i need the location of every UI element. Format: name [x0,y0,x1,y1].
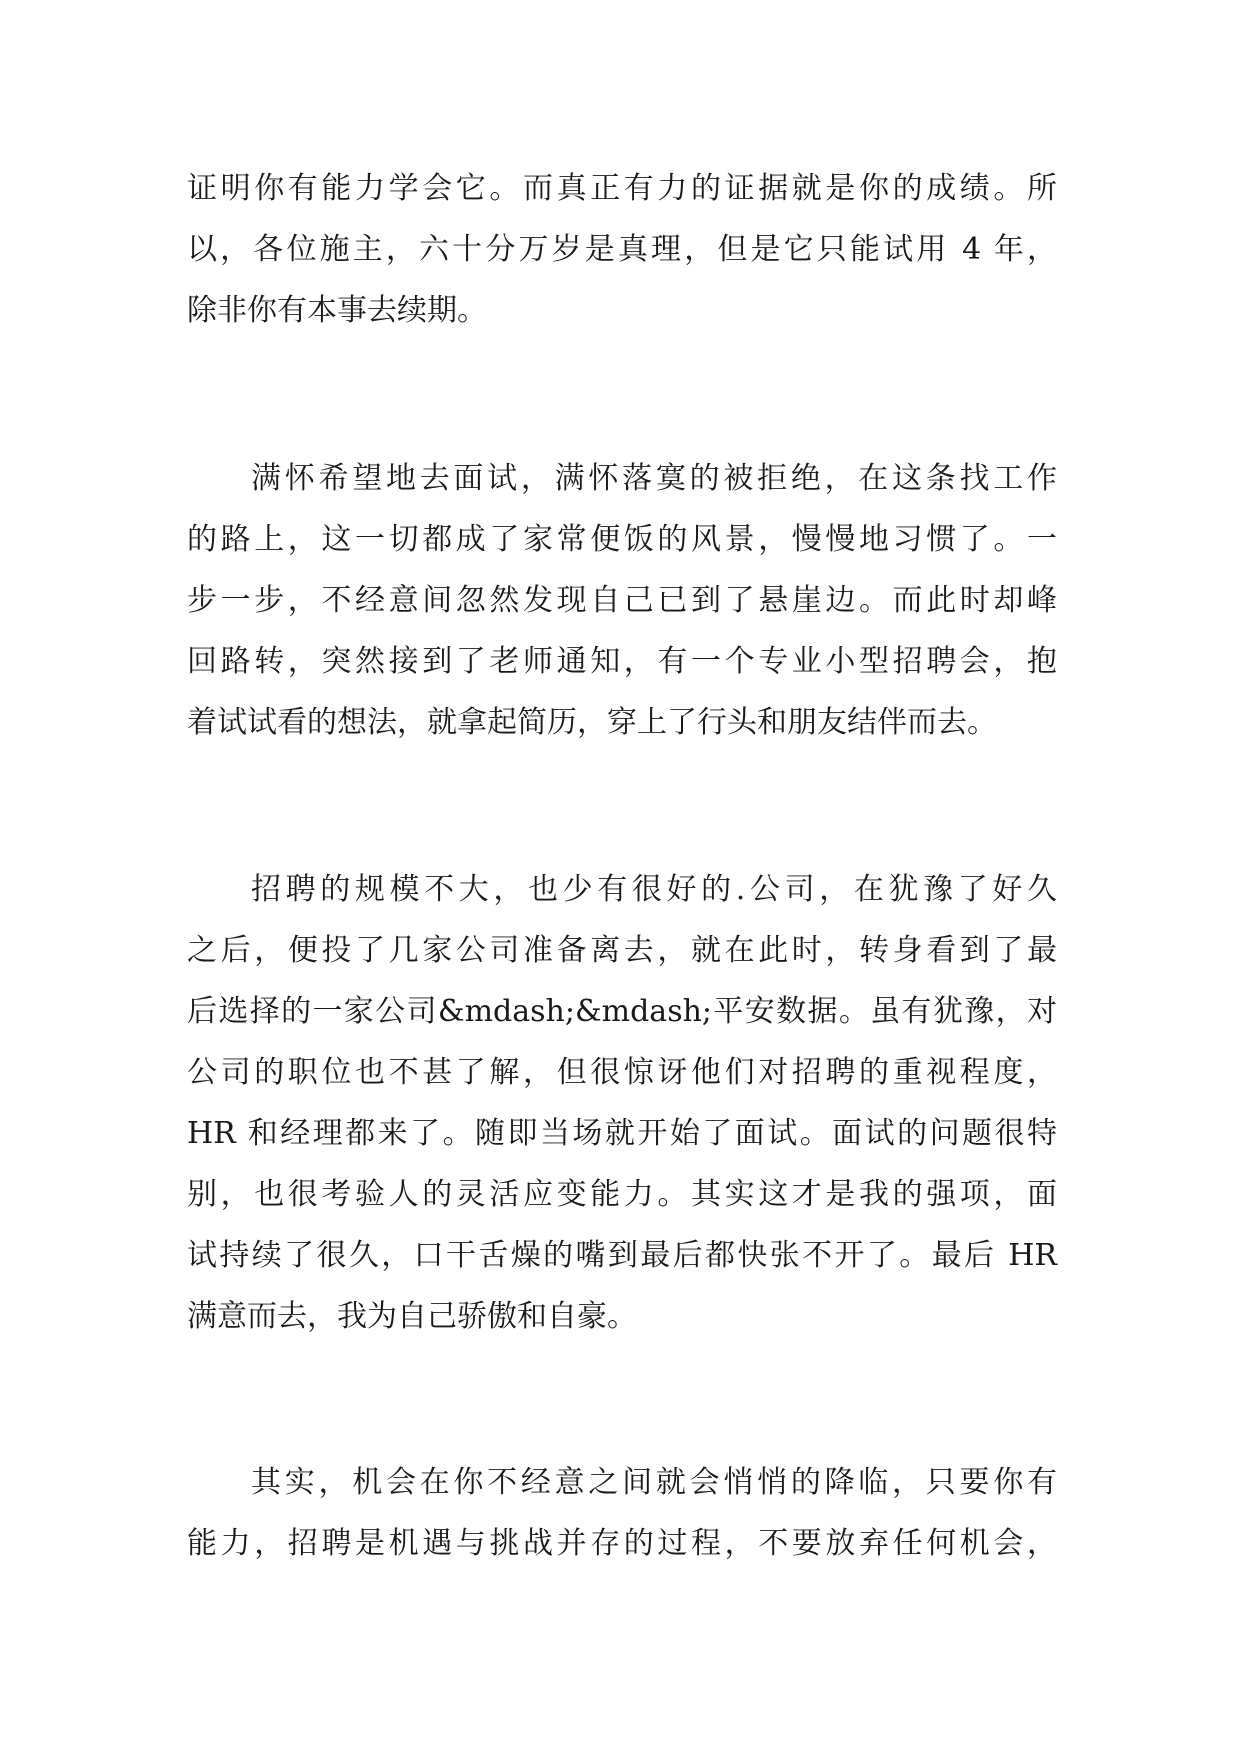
paragraph-line: 公司的职位也不甚了解，但很惊讶他们对招聘的重视程度， [187,1055,1057,1090]
paragraph-line: 之后，便投了几家公司准备离去，就在此时，转身看到了最 [187,933,1057,968]
paragraph-line: 满意而去，我为自己骄傲和自豪。 [187,1299,637,1334]
paragraph-line: 的路上，这一切都成了家常便饭的风景，慢慢地习惯了。一 [187,522,1057,557]
paragraph-line: 以，各位施主，六十分万岁是真理，但是它只能试用 4 年， [187,232,1057,267]
paragraph-3 [187,859,1057,1347]
paragraph-line: 其实，机会在你不经意之间就会悄悄的降临，只要你有 [251,1465,1057,1500]
paragraph-1 [187,158,1057,341]
paragraph-line: 步一步，不经意间忽然发现自己已到了悬崖边。而此时却峰 [187,583,1057,618]
paragraph-line: 试持续了很久，口干舌燥的嘴到最后都快张不开了。最后 HR [187,1238,1057,1273]
paragraph-4 [187,1452,1057,1574]
paragraph-2 [187,448,1057,753]
paragraph-line: 后选择的一家公司&mdash;&mdash;平安数据。虽有犹豫，对 [187,994,1057,1029]
paragraph-line: HR 和经理都来了。随即当场就开始了面试。面试的问题很特 [187,1116,1057,1151]
paragraph-line: 能力，招聘是机遇与挑战并存的过程，不要放弃任何机会， [187,1526,1057,1561]
paragraph-line: 除非你有本事去续期。 [187,293,487,328]
paragraph-line: 证明你有能力学会它。而真正有力的证据就是你的成绩。所 [187,171,1057,206]
paragraph-line: 满怀希望地去面试，满怀落寞的被拒绝，在这条找工作 [251,461,1057,496]
paragraph-line: 招聘的规模不大，也少有很好的.公司，在犹豫了好久 [251,872,1057,907]
paragraph-line: 别，也很考验人的灵活应变能力。其实这才是我的强项，面 [187,1177,1057,1212]
paragraph-line: 着试试看的想法，就拿起简历，穿上了行头和朋友结伴而去。 [187,705,997,740]
paragraph-line: 回路转，突然接到了老师通知，有一个专业小型招聘会，抱 [187,644,1057,679]
